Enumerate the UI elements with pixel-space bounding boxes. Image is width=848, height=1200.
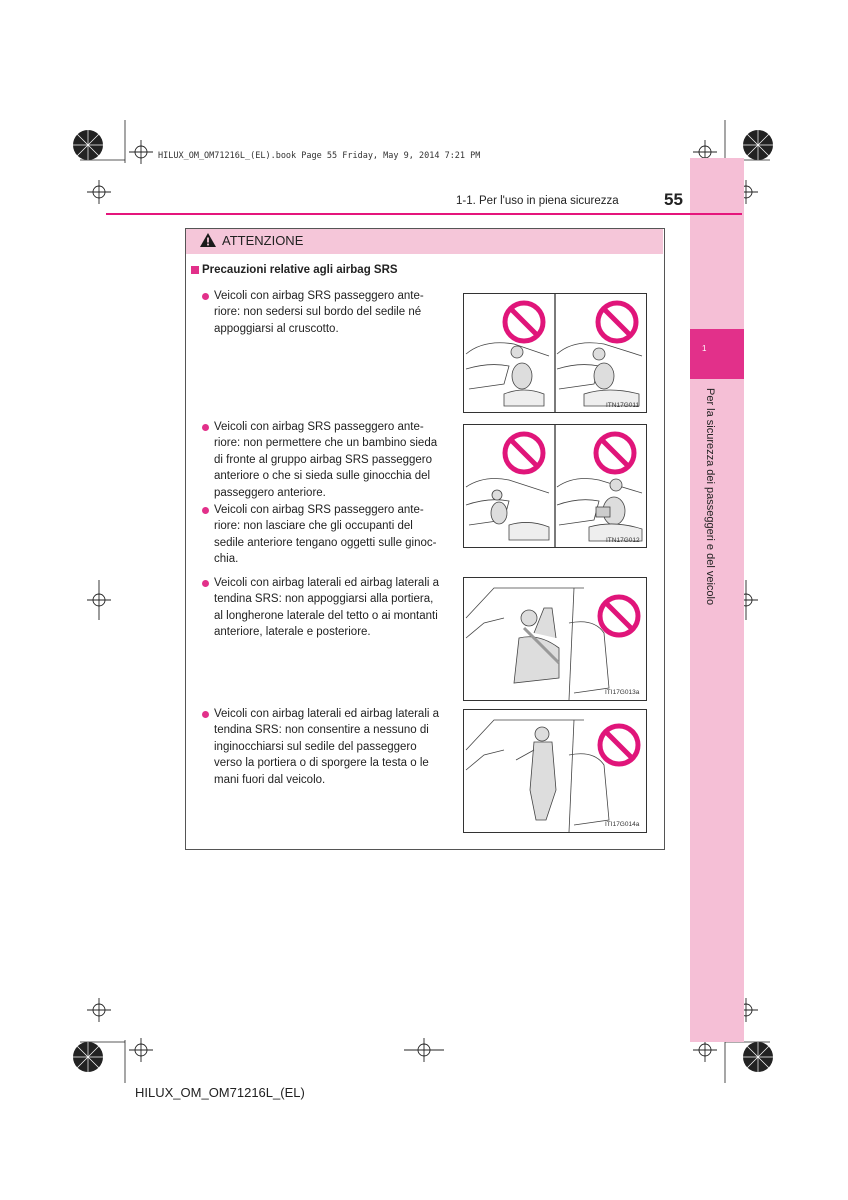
chapter-side-tab — [690, 158, 744, 1042]
illustration-leaning-on-door — [464, 578, 646, 700]
chapter-number: 1 — [702, 344, 707, 353]
warning-item-1: Veicoli con airbag SRS passeggero ante- riore: non sedersi sul bordo del sedile né appoggiarsi al cruscotto. — [214, 290, 424, 335]
bullet-icon — [202, 507, 209, 514]
warning-item-3: Veicoli con airbag SRS passeggero ante- riore: non lasciare che gli occupanti del sedile anteriore tengano oggetti sulle ginoc- chia. — [214, 504, 437, 566]
warning-triangle-icon — [199, 232, 217, 248]
header-rule — [106, 213, 742, 215]
figure-3 — [463, 577, 647, 701]
figure-3-code: ITI17G013a — [605, 689, 640, 696]
bullet-icon — [202, 711, 209, 718]
figure-4-code: ITI17G014a — [605, 821, 640, 828]
bullet-icon — [202, 293, 209, 300]
illustration-kneeling-on-seat — [464, 710, 646, 832]
figure-2-code: ITN17G012 — [606, 537, 640, 544]
warning-item-5: Veicoli con airbag laterali ed airbag laterali a tendina SRS: non consentire a nessuno di inginocchiarsi sul sedile del passeggero verso la portiera o di sporgere la testa o le mani fuori dal veicolo. — [214, 708, 440, 786]
figure-1 — [463, 293, 647, 413]
illustration-child-and-object — [464, 425, 646, 547]
warning-item-4: Veicoli con airbag laterali ed airbag laterali a tendina SRS: non appoggiarsi alla portiera, al longherone laterale del tetto o ai montanti anteriore, laterale e posteriore. — [214, 577, 440, 639]
warning-title: ATTENZIONE — [222, 233, 304, 248]
page-number: 55 — [664, 190, 683, 209]
footer-document-code: HILUX_OM_OM71216L_(EL) — [135, 1085, 305, 1100]
chapter-number-tab[interactable] — [690, 329, 744, 379]
figure-1-code: ITN17G011 — [606, 402, 640, 409]
figure-4 — [463, 709, 647, 833]
warning-subheading: Precauzioni relative agli airbag SRS — [202, 264, 398, 276]
figure-2 — [463, 424, 647, 548]
warning-item-2: Veicoli con airbag SRS passeggero ante- riore: non permettere che un bambino sieda di fronte al gruppo airbag SRS passeggero anteriore o che si sieda sulle ginocchia del passeggero anteriore. — [214, 421, 438, 499]
bullet-icon — [202, 424, 209, 431]
section-title: 1-1. Per l'uso in piena sicurezza — [456, 195, 619, 207]
illustration-sitting-on-seat-edge — [464, 294, 646, 412]
bullet-icon — [202, 580, 209, 587]
print-header: HILUX_OM_OM71216L_(EL).book Page 55 Friday, May 9, 2014 7:21 PM — [158, 151, 481, 161]
subheading-square-icon — [191, 266, 199, 274]
chapter-title-vertical: Per la sicurezza dei passeggeri e del veicolo — [704, 388, 716, 606]
